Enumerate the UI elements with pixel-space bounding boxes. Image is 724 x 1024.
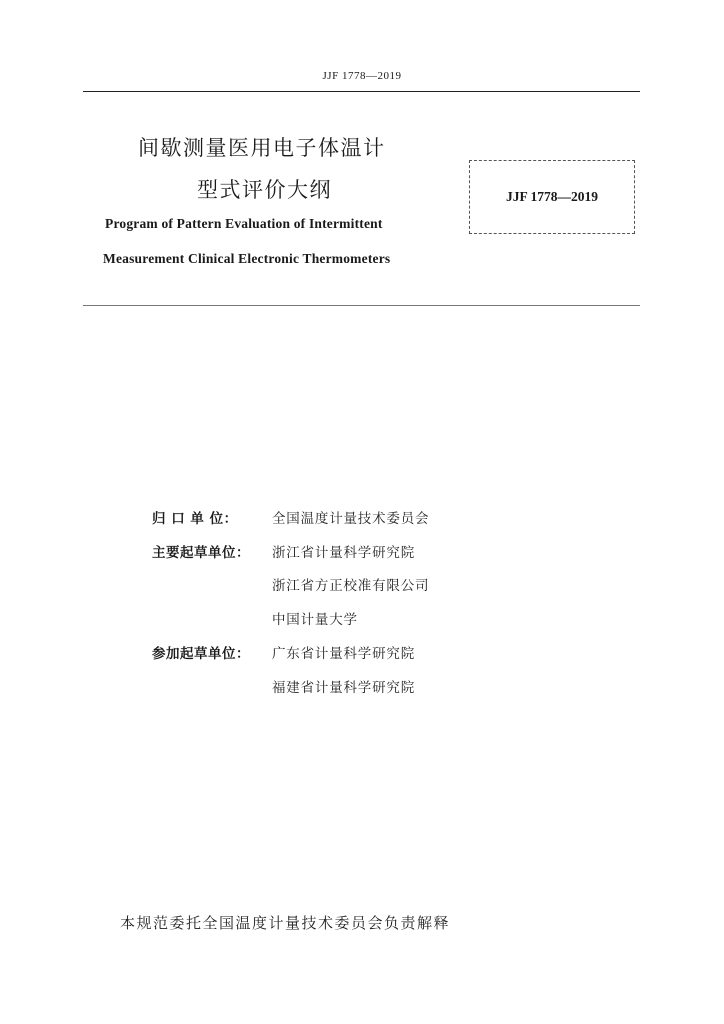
- standard-code-box: [469, 160, 635, 234]
- header-document-code: JJF 1778—2019: [322, 70, 402, 82]
- unit-value-main-drafter-2: 浙江省方正校准有限公司: [272, 578, 430, 594]
- title-english-line-1: Program of Pattern Evaluation of Intermittent: [105, 216, 383, 231]
- unit-value-responsible: 全国温度计量技术委员会: [272, 511, 430, 527]
- title-chinese-line-2: 型式评价大纲: [197, 178, 332, 202]
- unit-value-main-drafter-3: 中国计量大学: [272, 612, 358, 628]
- standard-code: JJF 1778—2019: [505, 189, 599, 204]
- unit-value-participating-2: 福建省计量科学研究院: [272, 680, 415, 696]
- interpretation-note: 本规范委托全国温度计量技术委员会负责解释: [120, 914, 451, 932]
- unit-value-main-drafter-1: 浙江省计量科学研究院: [272, 545, 415, 561]
- unit-label-main-drafter: 主要起草单位：: [152, 545, 250, 561]
- header-divider: [83, 91, 640, 92]
- unit-label-responsible: 归 口 单 位：: [152, 511, 238, 527]
- title-english-line-2: Measurement Clinical Electronic Thermometers: [103, 251, 391, 266]
- unit-label-participating: 参加起草单位：: [152, 646, 250, 662]
- section-divider: [83, 305, 640, 306]
- unit-value-participating-1: 广东省计量科学研究院: [272, 646, 415, 662]
- title-chinese-line-1: 间歇测量医用电子体温计: [138, 136, 386, 160]
